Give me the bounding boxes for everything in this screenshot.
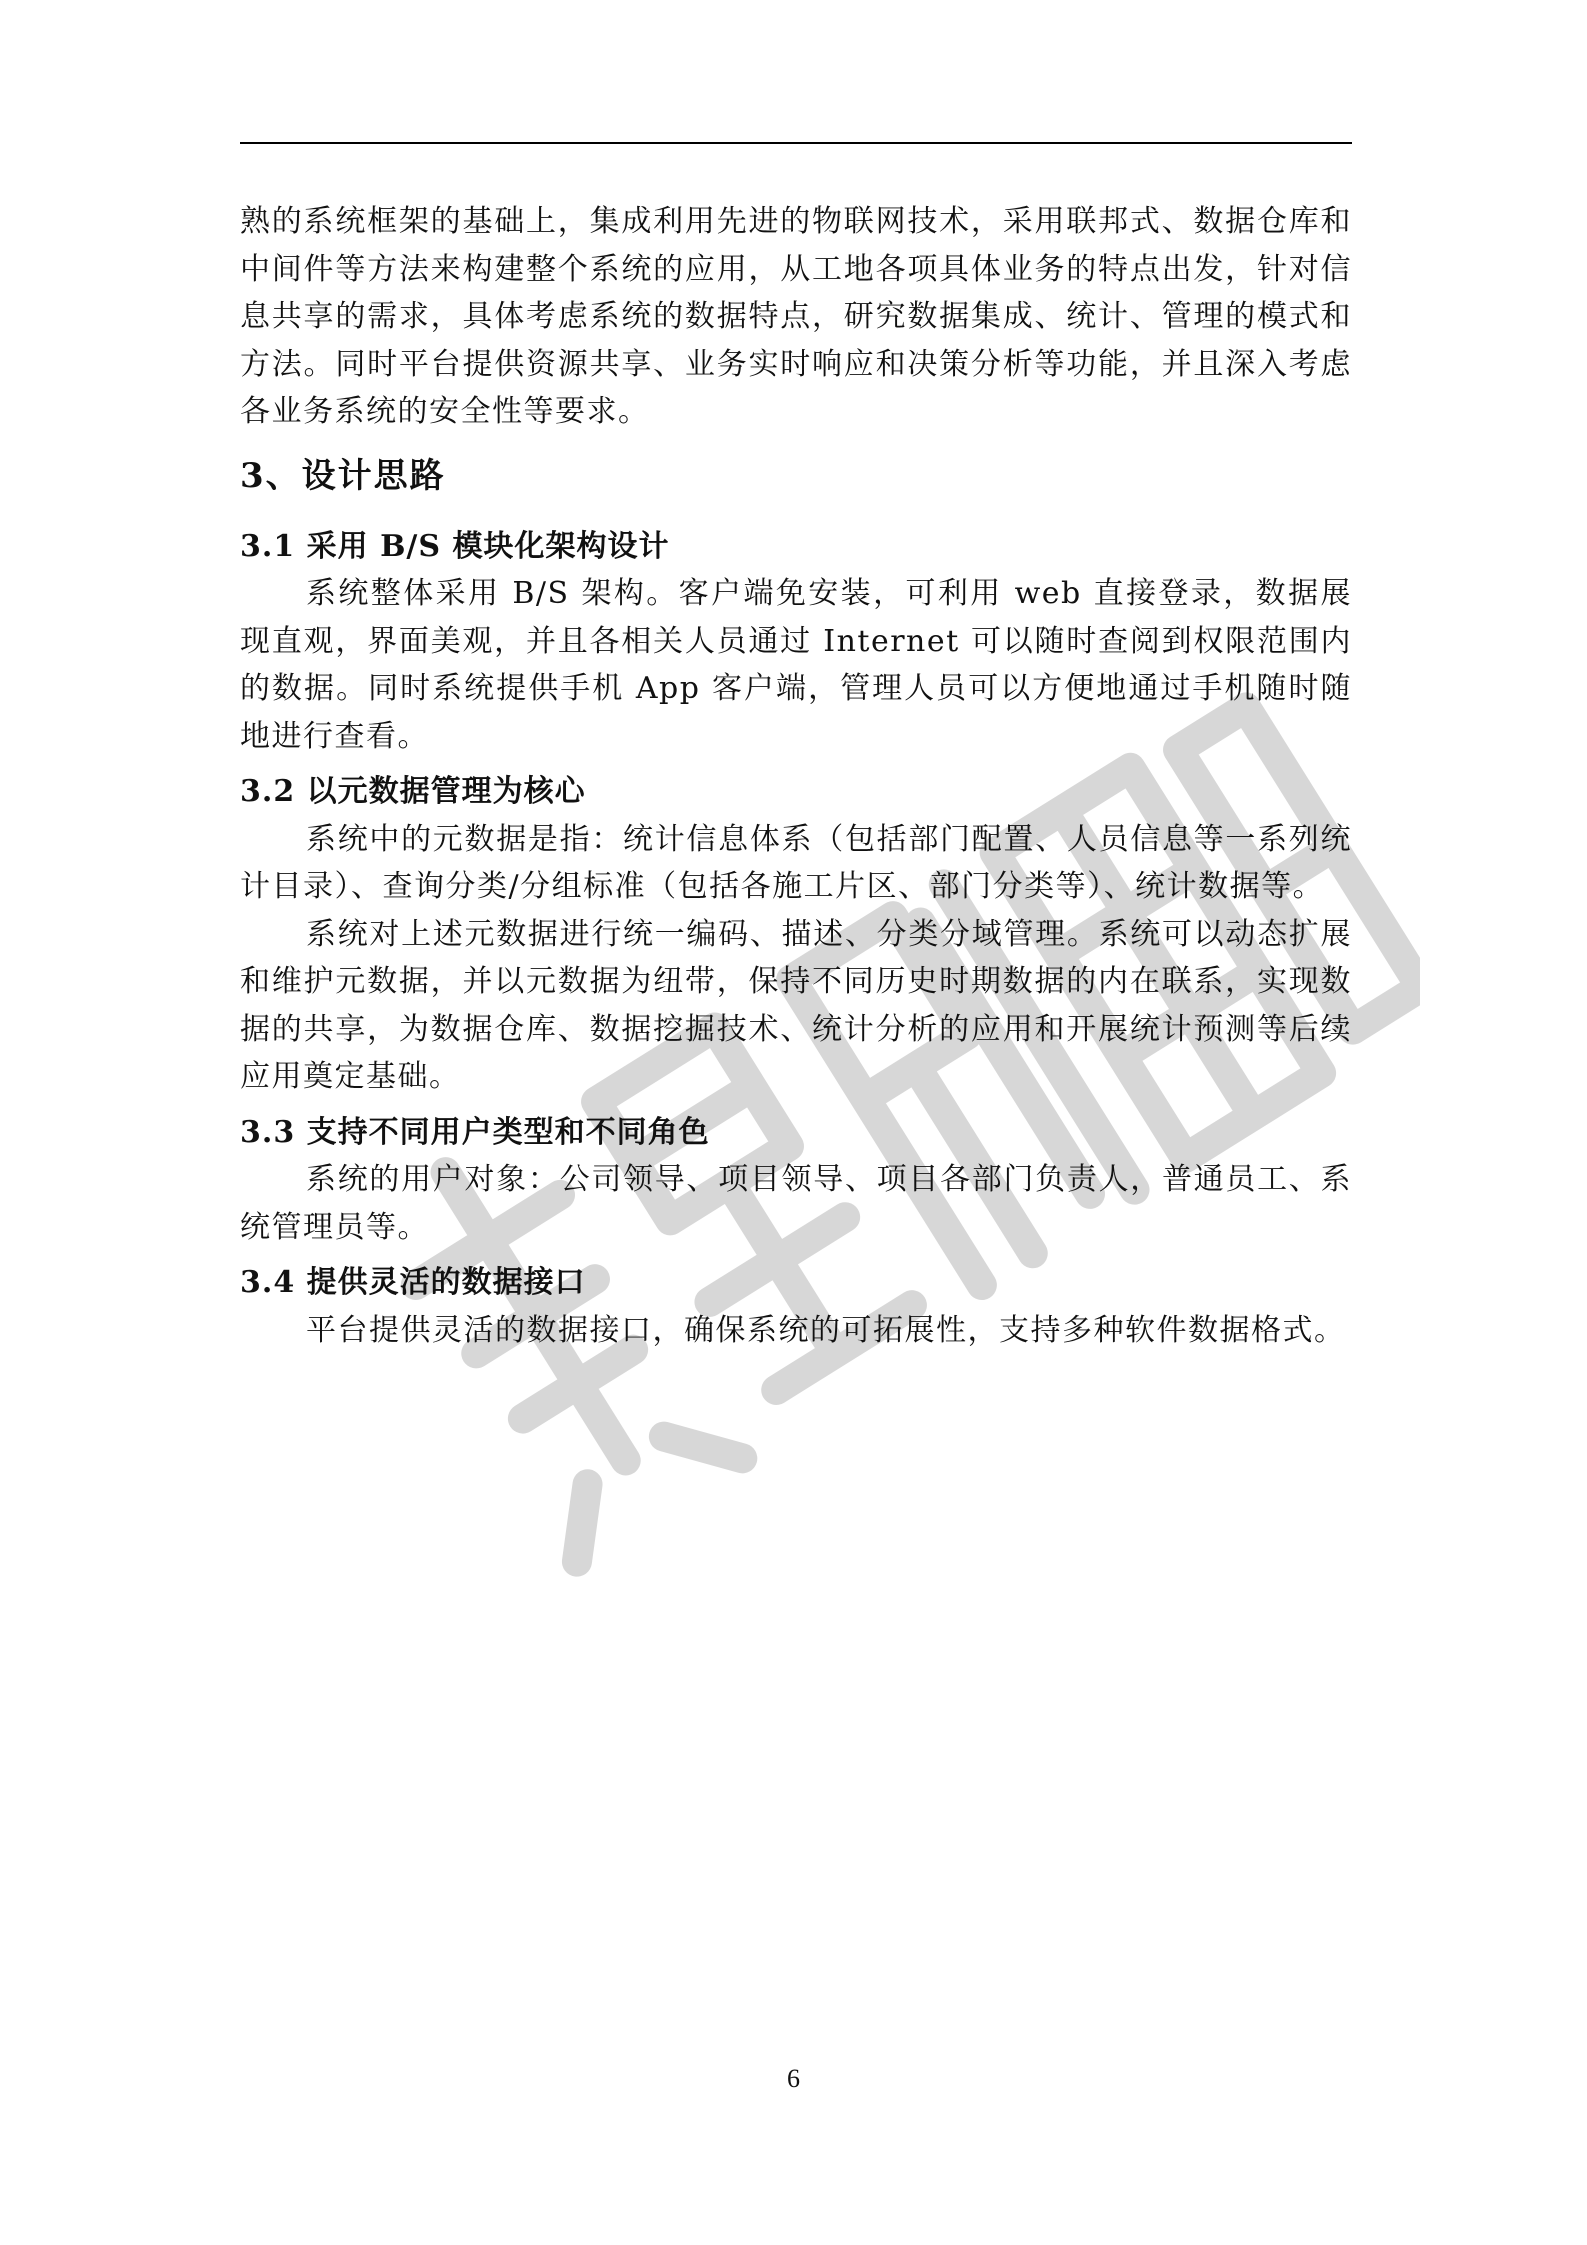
subsection-3-4-paragraph: 平台提供灵活的数据接口，确保系统的可拓展性，支持多种软件数据格式。 bbox=[306, 1312, 1346, 1348]
header-rule bbox=[240, 142, 1352, 144]
subsection-title-3-2: 3.2 以元数据管理为核心 bbox=[240, 774, 586, 809]
page-number: 6 bbox=[787, 2064, 800, 2093]
subsection-3-2-paragraph-1: 系统中的元数据是指：统计信息体系（包括部门配置、人员信息等一系列统计目录）、查询分类/分组标准（包括各施工片区、部门分类等）、统计数据等。 bbox=[240, 821, 1352, 904]
intro-paragraph: 熟的系统框架的基础上，集成利用先进的物联网技术，采用联邦式、数据仓库和中间件等方法来构建整个系统的应用，从工地各项具体业务的特点出发，针对信息共享的需求，具体考虑系统的数据特点，研究数据集成、统计、管理的模式和方法。同时平台提供资源共享、业务实时响应和决策分析等功能，并且深入考虑各业务系统的安全性等要求。 bbox=[240, 204, 1352, 429]
subsection-title-3-3: 3.3 支持不同用户类型和不同角色 bbox=[240, 1114, 710, 1150]
document-body bbox=[240, 198, 1352, 1354]
subsection-3-3-paragraph: 系统的用户对象：公司领导、项目领导、项目各部门负责人，普通员工、系统管理员等。 bbox=[240, 1162, 1352, 1245]
subsection-3-2-paragraph-2: 系统对上述元数据进行统一编码、描述、分类分域管理。系统可以动态扩展和维护元数据，并以元数据为纽带，保持不同历史时期数据的内在联系，实现数据的共享，为数据仓库、数据挖掘技术、统计分析的应用和开展统计预测等后续应用奠定基础。 bbox=[240, 916, 1352, 1094]
subsection-title-3-4: 3.4 提供灵活的数据接口 bbox=[240, 1265, 586, 1300]
subsection-3-1-paragraph: 系统整体采用 B/S 架构。客户端免安装，可利用 web 直接登录，数据展现直观，界面美观，并且各相关人员通过 Internet 可以随时查阅到权限范围内的数据。同时系统提供手机 App 客户端，管理人员可以方便地通过手机随时随地进行查看。 bbox=[240, 576, 1352, 754]
subsection-title-3-1: 3.1 采用 B/S 模块化架构设计 bbox=[240, 528, 670, 564]
section-title: 3、设计思路 bbox=[240, 455, 446, 496]
